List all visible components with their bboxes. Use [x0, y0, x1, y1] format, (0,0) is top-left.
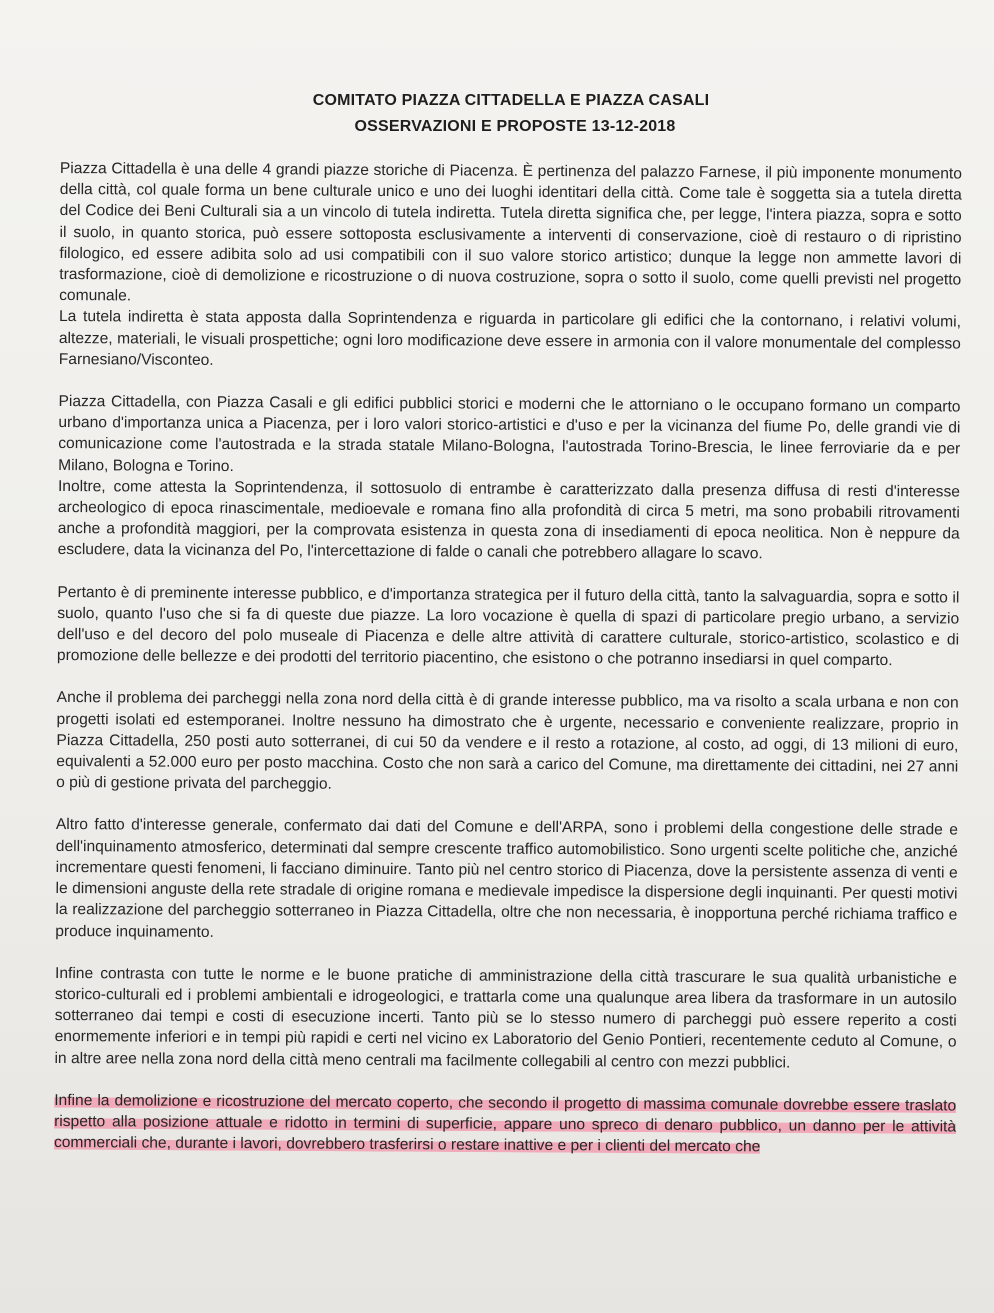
- paragraph-mercato-coperto: [54, 1090, 956, 1159]
- paragraph-tutela-diretta: Piazza Cittadella è una delle 4 grandi piazze storiche di Piacenza. È pertinenza del palazzo Farnese, il più imponente monumento della città, col quale forma un bene culturale unico e uno dei luoghi identitari della città. Come tale è soggetta sia a tutela diretta del Codice dei Beni Culturali sia a un vincolo di tutela indiretta. Tutela diretta significa che, per legge, l'intera piazza, sopra e sotto il suolo, in quanto storica, può essere sottoposta esclusivamente a interventi di conservazione, cioè di restauro o di ripristino filologico, ed essere adibita solo ad usi compatibili con il suo valore storico artistico; dunque la legge non ammette lavori di trasformazione, cioè di demolizione e ricostruzione o di nuova costruzione, sopra o sotto il suolo, come quelli previsti nel progetto comunale.: [59, 159, 962, 305]
- paragraph-tutela-indiretta: La tutela indiretta è stata apposta dalla Soprintendenza e riguarda in particolare gli edifici che la contornano, i relativi volumi, altezze, materiali, le visuali prospettiche; ogni loro modificazione deve essere in armonia con il valore monumentale del complesso Farnesiano/Visconteo.: [58, 308, 962, 369]
- paragraph-norme-amministrazione: Infine contrasta con tutte le norme e le buone pratiche di amministrazione della città trascurare le sua qualità urbanistiche e storico-culturali ed i problemi ambientali e idrogeologici, e trattarla come una qualunque area libera da trasformare in un autosilo sotterraneo dai tempi e costi di esecuzione incerti. Tanto più se lo stesso numero di parcheggi può essere reperito a costi enormemente inferiori e in tempi più rapidi e certi nel vicino ex Laboratorio del Genio Pontieri, recentemente ceduto al Comune, o in altre aree nella zona nord della città meno centrali ma facilmente collegabili al centro con mezzi pubblici.: [54, 964, 958, 1071]
- paragraph-inquinamento: Altro fatto d'interesse generale, confermato dai dati del Comune e dell'ARPA, sono i problemi della congestione delle strade e dell'inquinamento atmosferico, determinati dal sempre crescente traffico automobilistico. Sono urgenti scelte politiche che, anziché incrementare questi fenomeni, li facciano diminuire. Tanto più nel centro storico di Piacenza, dove la persistente assenza di venti e le dimensioni anguste della rete stradale di origine romana e medievale impedisce la dispersione degli inquinanti. Per questi motivi la realizzazione del parcheggio sotterraneo in Piazza Cittadella, oltre che non necessaria, è inopportuna perché richiama traffico e produce inquinamento.: [55, 816, 958, 941]
- document-title: COMITATO PIAZZA CITTADELLA E PIAZZA CASALI: [312, 92, 710, 109]
- paragraph-sottosuolo-archeologico: Inoltre, come attesta la Soprintendenza, il sottosuolo di entrambe è caratterizzato dalla presenza diffusa di resti d'interesse archeologico di epoca rinascimentale, medioevale e romana fino alla profondità di circa 5 metri, ma sono probabili ritrovamenti anche a profondità maggiori, per la comprovata esistenza in questa zona di insediamenti di epoca neolitica. Non è neppure da escludere, data la vicinanza del Po, l'intercettazione di falde o canali che potrebbero allagare lo scavo.: [57, 477, 961, 563]
- document-body: [54, 158, 962, 1159]
- paragraph-comparto-urbano: Piazza Cittadella, con Piazza Casali e gli edifici pubblici storici e moderni che le attorniano o le occupano formano un comparto urbano d'importanza unica a Piacenza, per i loro valori storico-artistici e d'uso e per la vicinanza del fiume Po, delle grandi vie di comunicazione come l'autostrada e la strada statale Milano-Bologna, l'autostrada Torino-Brescia, le linee ferroviarie da e per Milano, Bologna e Torino.: [58, 393, 961, 475]
- paragraph-interesse-pubblico: Pertanto è di preminente interesse pubblico, e d'importanza strategica per il futuro della città, tanto la salvaguardia, sopra e sotto il suolo, quanto l'uso che si fa di queste due piazze. La loro vocazione è quella di spazi di particolare pregio urbano, a servizio dell'uso e del decoro del polo museale di Piacenza e delle altre attività di carattere culturale, storico-artistico, scolastico e di promozione delle bellezze e dei prodotti del territorio piacentino, che esistono o che potranno insediarsi in quel comparto.: [56, 583, 960, 670]
- paragraph-parcheggi: Anche il problema dei parcheggi nella zona nord della città è di grande interesse pubblico, ma va risolto a scala urbana e non con progetti isolati ed estemporanei. Inoltre nessuno ha dimostrato che è urgente, necessario e conveniente realizzare, proprio in Piazza Cittadella, 250 posti auto sotterranei, di cui 50 da vendere e il resto a rotazione, al costo, ad oggi, di 13 milioni di euro, equivalenti a 52.000 euro per posto macchina. Costo che non sarà a carico del Comune, ma direttamente dei cittadini, nei 27 anni o più di gestione privata del parcheggio.: [56, 689, 959, 793]
- highlighted-text: Infine la demolizione e ricostruzione del mercato coperto, che secondo il progetto di massima comunale dovrebbe essere traslato rispetto alla posizione attuale e ridotto in termini di superficie, appare uno spreco di denaro pubblico, un danno per le attività commerciali che, durante i lavori, dovrebbero trasferirsi o restare inattive e per i clienti del mercato che: [53, 1091, 957, 1156]
- document-subtitle: OSSERVAZIONI E PROPOSTE 13-12-2018: [354, 118, 676, 135]
